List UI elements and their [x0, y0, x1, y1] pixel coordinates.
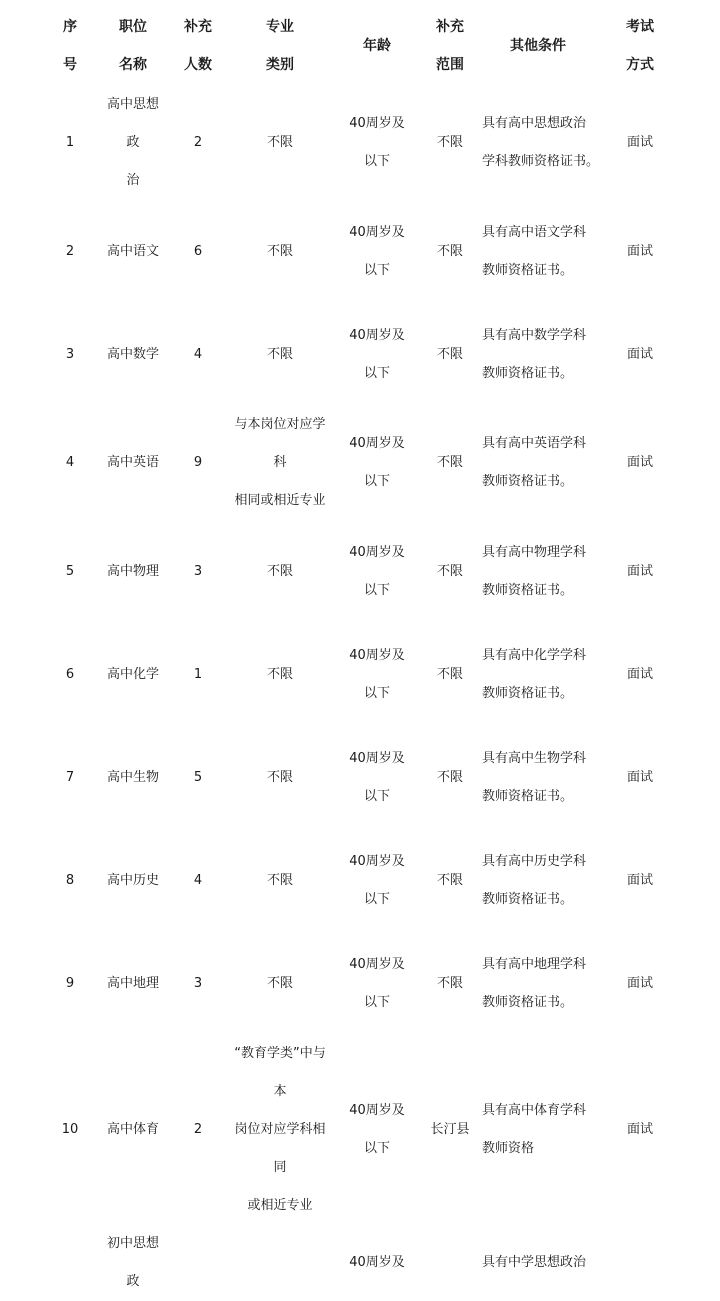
cell-other-conditions-line: 教师资格证书。 — [482, 994, 574, 1010]
cell-age-line: 以下 — [363, 994, 390, 1010]
cell-scope-line: 不限 — [436, 666, 463, 682]
cell-scope — [426, 200, 474, 303]
cell-exam-method-line: 面试 — [626, 243, 653, 259]
cell-other-conditions-line: 具有高中数学学科 — [482, 327, 587, 343]
cell-major — [232, 829, 328, 932]
cell-index-line: 3 — [65, 346, 75, 362]
cell-count-line: 5 — [193, 769, 203, 785]
header-age — [328, 6, 426, 86]
cell-position-name-line: 高中地理 — [106, 975, 159, 991]
cell-index — [38, 1225, 102, 1301]
cell-other-conditions-line: 教师资格证书。 — [482, 891, 574, 907]
cell-major-line: 不限 — [266, 872, 293, 888]
cell-index — [38, 932, 102, 1035]
cell-age-line: 以下 — [363, 474, 390, 489]
cell-index-line: 6 — [65, 666, 75, 682]
cell-exam-method-line: 面试 — [626, 1122, 653, 1137]
cell-scope-line: 长汀县 — [430, 1122, 470, 1137]
cell-other-conditions-line: 具有高中化学学科 — [482, 647, 587, 663]
table-row — [38, 1035, 678, 1225]
cell-age-line: 40周岁及 — [349, 116, 405, 131]
header-exam-method-line: 方式 — [626, 57, 654, 73]
cell-position-name — [102, 303, 164, 406]
cell-other-conditions — [474, 406, 602, 520]
table-row — [38, 1225, 678, 1301]
cell-age — [328, 1035, 426, 1225]
cell-age-line: 以下 — [363, 262, 390, 278]
cell-scope — [426, 520, 474, 623]
cell-other-conditions — [474, 200, 602, 303]
cell-position-name — [102, 932, 164, 1035]
cell-age-line: 以下 — [363, 154, 390, 169]
header-position-name — [102, 6, 164, 86]
cell-position-name-line: 高中物理 — [106, 563, 159, 579]
cell-position-name — [102, 623, 164, 726]
cell-count — [164, 932, 232, 1035]
cell-scope — [426, 1225, 474, 1301]
cell-index — [38, 303, 102, 406]
cell-other-conditions — [474, 623, 602, 726]
cell-count-line: 2 — [193, 135, 203, 150]
cell-major-line: 相同或相近专业 — [234, 493, 326, 508]
cell-exam-method-line: 面试 — [626, 346, 653, 362]
cell-major — [232, 932, 328, 1035]
cell-major — [232, 303, 328, 406]
table-header — [38, 6, 678, 86]
table-row — [38, 520, 678, 623]
cell-major-line: 不限 — [266, 346, 293, 362]
cell-major-line: 不限 — [266, 243, 293, 259]
header-scope-line: 补充 — [436, 19, 464, 35]
cell-exam-method — [602, 303, 678, 406]
cell-exam-method-line: 面试 — [626, 135, 653, 150]
cell-other-conditions-line: 具有高中体育学科 — [482, 1103, 587, 1118]
cell-index-line: 9 — [65, 975, 75, 991]
cell-age-line: 以下 — [363, 365, 390, 381]
cell-exam-method — [602, 1035, 678, 1225]
cell-position-name-line: 高中思想政 — [106, 97, 159, 150]
cell-count — [164, 200, 232, 303]
cell-count — [164, 86, 232, 200]
cell-exam-method-line: 面试 — [626, 563, 653, 579]
cell-index — [38, 86, 102, 200]
header-position-name-line: 名称 — [119, 57, 147, 73]
cell-exam-method — [602, 200, 678, 303]
cell-age-line: 40周岁及 — [349, 1103, 405, 1118]
cell-exam-method-line: 面试 — [626, 769, 653, 785]
cell-count-line: 3 — [193, 975, 203, 991]
cell-other-conditions — [474, 1035, 602, 1225]
cell-exam-method — [602, 1225, 678, 1301]
cell-other-conditions — [474, 829, 602, 932]
cell-age-line: 40周岁及 — [349, 544, 405, 560]
cell-scope — [426, 303, 474, 406]
cell-major-line: 不限 — [266, 975, 293, 991]
cell-exam-method — [602, 86, 678, 200]
cell-count — [164, 406, 232, 520]
cell-position-name-line: 高中英语 — [106, 455, 159, 470]
cell-age — [328, 829, 426, 932]
cell-major-line: 或相近专业 — [247, 1198, 313, 1213]
cell-count-line: 4 — [193, 872, 203, 888]
cell-other-conditions-line: 具有中学思想政治 — [482, 1255, 587, 1270]
cell-age-line: 40周岁及 — [349, 1255, 405, 1270]
cell-age — [328, 406, 426, 520]
table-row — [38, 726, 678, 829]
cell-scope — [426, 829, 474, 932]
table-row — [38, 932, 678, 1035]
cell-age-line: 40周岁及 — [349, 224, 405, 240]
cell-age — [328, 1225, 426, 1301]
cell-position-name-line: 高中体育 — [106, 1122, 159, 1137]
cell-count-line: 9 — [193, 455, 203, 470]
cell-other-conditions — [474, 1225, 602, 1301]
cell-scope — [426, 406, 474, 520]
header-exam-method-line: 考试 — [626, 19, 654, 35]
cell-age — [328, 303, 426, 406]
table-row — [38, 303, 678, 406]
recruitment-table — [38, 6, 678, 1301]
cell-position-name-line: 高中数学 — [106, 346, 159, 362]
table-row — [38, 623, 678, 726]
table-row — [38, 406, 678, 520]
cell-count-line: 2 — [193, 1122, 203, 1137]
header-index-line: 号 — [63, 57, 77, 73]
cell-age — [328, 200, 426, 303]
cell-count-line: 1 — [193, 666, 203, 682]
header-other-conditions — [474, 6, 602, 86]
table-body — [38, 86, 678, 1301]
header-count-line: 人数 — [184, 57, 212, 73]
cell-exam-method — [602, 406, 678, 520]
cell-count — [164, 1225, 232, 1301]
cell-scope-line: 不限 — [436, 346, 463, 362]
header-count — [164, 6, 232, 86]
cell-count-line: 6 — [193, 243, 203, 259]
cell-count — [164, 1035, 232, 1225]
cell-position-name-line: 高中化学 — [106, 666, 159, 682]
cell-other-conditions-line: 教师资格证书。 — [482, 365, 574, 381]
header-scope-line: 范围 — [436, 57, 464, 73]
cell-scope — [426, 726, 474, 829]
cell-exam-method-line: 面试 — [626, 975, 653, 991]
cell-age-line: 40周岁及 — [349, 647, 405, 663]
cell-scope-line: 不限 — [436, 769, 463, 785]
cell-other-conditions-line: 教师资格证书。 — [482, 474, 574, 489]
cell-index — [38, 520, 102, 623]
cell-major-line: 不限 — [266, 769, 293, 785]
cell-position-name-line: 初中思想政 — [106, 1236, 159, 1289]
table-row — [38, 86, 678, 200]
table-row — [38, 829, 678, 932]
cell-count — [164, 726, 232, 829]
cell-other-conditions — [474, 932, 602, 1035]
cell-other-conditions-line: 具有高中物理学科 — [482, 544, 587, 560]
cell-count-line: 4 — [193, 346, 203, 362]
cell-age-line: 以下 — [363, 788, 390, 804]
cell-major — [232, 623, 328, 726]
cell-scope — [426, 86, 474, 200]
cell-age-line: 以下 — [363, 891, 390, 907]
cell-index-line: 8 — [65, 872, 75, 888]
cell-position-name — [102, 1225, 164, 1301]
cell-position-name — [102, 406, 164, 520]
cell-major-line: “教育学类”中与本 — [234, 1046, 326, 1099]
cell-position-name — [102, 86, 164, 200]
cell-other-conditions-line: 具有高中英语学科 — [482, 436, 587, 451]
cell-other-conditions — [474, 520, 602, 623]
cell-scope-line: 不限 — [436, 135, 463, 150]
cell-scope-line: 不限 — [436, 455, 463, 470]
cell-other-conditions-line: 具有高中生物学科 — [482, 750, 587, 766]
cell-count — [164, 623, 232, 726]
cell-other-conditions — [474, 303, 602, 406]
cell-age-line: 40周岁及 — [349, 853, 405, 869]
cell-exam-method-line: 面试 — [626, 872, 653, 888]
cell-position-name-line: 治 — [126, 173, 140, 188]
header-age-line: 年龄 — [363, 38, 391, 54]
header-major — [232, 6, 328, 86]
cell-position-name-line: 高中生物 — [106, 769, 159, 785]
cell-scope-line: 不限 — [436, 563, 463, 579]
cell-age — [328, 623, 426, 726]
cell-count — [164, 829, 232, 932]
cell-age — [328, 86, 426, 200]
header-index — [38, 6, 102, 86]
cell-major-line: 不限 — [266, 135, 293, 150]
cell-other-conditions-line: 具有高中地理学科 — [482, 956, 587, 972]
cell-other-conditions-line: 具有高中思想政治 — [482, 116, 587, 131]
cell-index — [38, 829, 102, 932]
cell-index-line: 5 — [65, 563, 75, 579]
cell-major — [232, 1225, 328, 1301]
cell-scope — [426, 1035, 474, 1225]
header-index-line: 序 — [63, 19, 77, 35]
header-scope — [426, 6, 474, 86]
cell-scope-line: 不限 — [436, 872, 463, 888]
cell-index — [38, 406, 102, 520]
cell-other-conditions — [474, 726, 602, 829]
cell-age — [328, 932, 426, 1035]
cell-index-line: 1 — [65, 135, 75, 150]
cell-major — [232, 200, 328, 303]
cell-count — [164, 303, 232, 406]
cell-scope-line: 不限 — [436, 975, 463, 991]
cell-major — [232, 726, 328, 829]
cell-age-line: 以下 — [363, 582, 390, 598]
cell-other-conditions-line: 具有高中历史学科 — [482, 853, 587, 869]
cell-exam-method — [602, 932, 678, 1035]
cell-index — [38, 1035, 102, 1225]
cell-index — [38, 200, 102, 303]
header-row — [38, 6, 678, 86]
cell-other-conditions-line: 教师资格证书。 — [482, 685, 574, 701]
cell-position-name — [102, 1035, 164, 1225]
cell-age-line: 以下 — [363, 685, 390, 701]
table-row — [38, 200, 678, 303]
cell-position-name — [102, 829, 164, 932]
cell-index-line: 2 — [65, 243, 75, 259]
cell-other-conditions-line: 具有高中语文学科 — [482, 224, 587, 240]
cell-index — [38, 726, 102, 829]
cell-major-line: 岗位对应学科相同 — [234, 1122, 326, 1175]
cell-position-name — [102, 200, 164, 303]
cell-age — [328, 726, 426, 829]
cell-other-conditions-line: 教师资格证书。 — [482, 788, 574, 804]
cell-index-line: 7 — [65, 769, 75, 785]
cell-age-line: 40周岁及 — [349, 956, 405, 972]
cell-other-conditions-line: 教师资格 — [482, 1141, 535, 1156]
cell-exam-method — [602, 623, 678, 726]
cell-major-line: 与本岗位对应学科 — [234, 417, 326, 470]
cell-age — [328, 520, 426, 623]
cell-position-name — [102, 520, 164, 623]
cell-exam-method — [602, 726, 678, 829]
cell-age-line: 以下 — [363, 1141, 390, 1156]
cell-scope — [426, 932, 474, 1035]
header-count-line: 补充 — [184, 19, 212, 35]
cell-index — [38, 623, 102, 726]
cell-exam-method — [602, 829, 678, 932]
cell-major — [232, 1035, 328, 1225]
cell-scope — [426, 623, 474, 726]
cell-count — [164, 520, 232, 623]
cell-major-line: 不限 — [266, 563, 293, 579]
cell-index-line: 4 — [65, 455, 75, 470]
cell-exam-method-line: 面试 — [626, 666, 653, 682]
cell-position-name — [102, 726, 164, 829]
cell-index-line: 10 — [61, 1122, 79, 1137]
header-position-name-line: 职位 — [119, 19, 147, 35]
cell-age-line: 40周岁及 — [349, 327, 405, 343]
cell-major — [232, 520, 328, 623]
cell-other-conditions-line: 教师资格证书。 — [482, 262, 574, 278]
cell-major — [232, 406, 328, 520]
cell-count-line: 3 — [193, 563, 203, 579]
header-other-conditions-line: 其他条件 — [510, 38, 566, 54]
header-major-line: 类别 — [266, 57, 294, 73]
cell-age-line: 40周岁及 — [349, 436, 405, 451]
cell-other-conditions-line: 教师资格证书。 — [482, 582, 574, 598]
cell-position-name-line: 高中历史 — [106, 872, 159, 888]
cell-exam-method-line: 面试 — [626, 455, 653, 470]
cell-major-line: 不限 — [266, 666, 293, 682]
cell-other-conditions-line: 学科教师资格证书。 — [482, 154, 600, 169]
header-major-line: 专业 — [266, 19, 294, 35]
header-exam-method — [602, 6, 678, 86]
cell-major — [232, 86, 328, 200]
cell-age-line: 40周岁及 — [349, 750, 405, 766]
cell-exam-method — [602, 520, 678, 623]
cell-position-name-line: 高中语文 — [106, 243, 159, 259]
cell-scope-line: 不限 — [436, 243, 463, 259]
cell-other-conditions — [474, 86, 602, 200]
